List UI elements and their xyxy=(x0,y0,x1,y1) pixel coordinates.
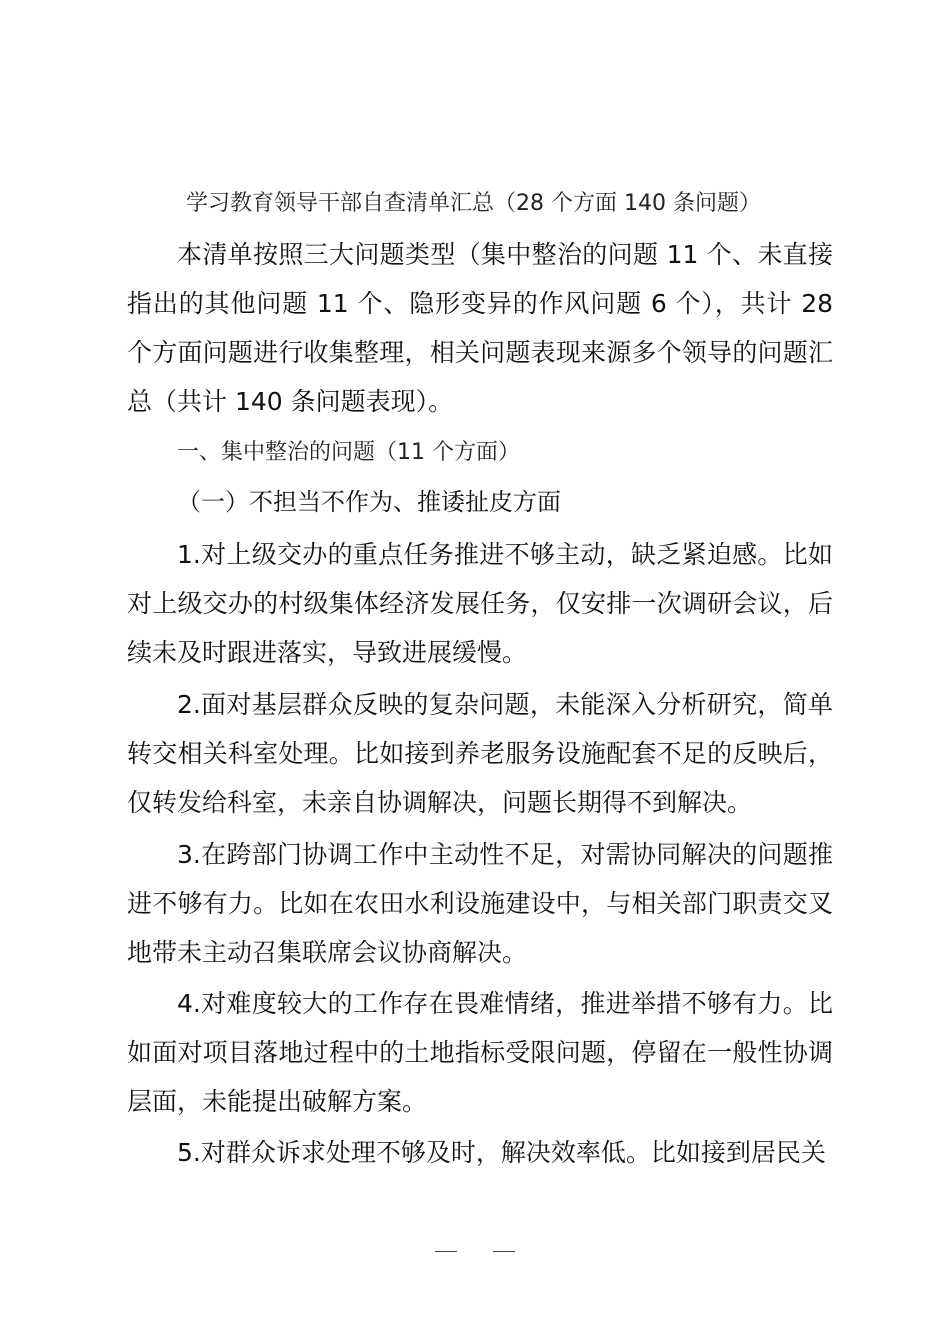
section-heading: 一、集中整治的问题（11 个方面） xyxy=(177,440,520,465)
list-item: 5.对群众诉求处理不够及时，解决效率低。比如接到居民关 xyxy=(177,1138,826,1167)
list-item: 4.对难度较大的工作存在畏难情绪，推进举措不够有力。比如面对项目落地过程中的土地指标受限问题，停留在一般性协调层面，未能提出破解方案。 xyxy=(127,989,833,1116)
intro-paragraph: 本清单按照三大问题类型（集中整治的问题 11 个、未直接指出的其他问题 11 个、隐形变异的作风问题 6 个），共计 28 个方面问题进行收集整理，相关问题表现来源多个领导的问题汇总（共计 140 条问题表现）。 xyxy=(127,240,833,416)
footer-dash-right xyxy=(493,1251,515,1252)
list-item: 1.对上级交办的重点任务推进不够主动，缺乏紧迫感。比如对上级交办的村级集体经济发展任务，仅安排一次调研会议，后续未及时跟进落实，导致进展缓慢。 xyxy=(127,540,833,667)
list-item: 3.在跨部门协调工作中主动性不足，对需协同解决的问题推进不够有力。比如在农田水利设施建设中，与相关部门职责交叉地带未主动召集联席会议协商解决。 xyxy=(127,840,833,967)
list-item: 2.面对基层群众反映的复杂问题，未能深入分析研究，简单转交相关科室处理。比如接到养老服务设施配套不足的反映后，仅转发给科室，未亲自协调解决，问题长期得不到解决。 xyxy=(127,690,833,817)
document-title: 学习教育领导干部自查清单汇总（28 个方面 140 条问题） xyxy=(186,191,761,216)
subsection-heading: （一）不担当不作为、推诿扯皮方面 xyxy=(177,488,561,516)
page-footer xyxy=(0,1240,950,1261)
footer-dash-left xyxy=(435,1251,457,1252)
